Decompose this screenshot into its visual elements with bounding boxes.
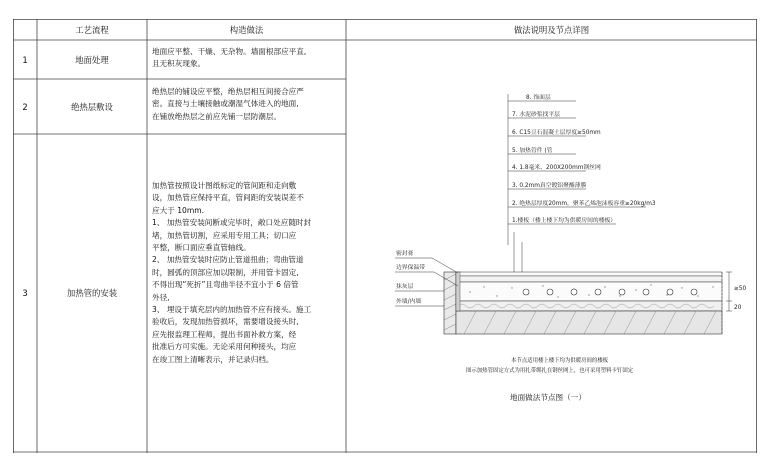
method-line: 批准后方可实施。无论采用何种接头，均应 [152,342,297,352]
concrete-fill-layer [456,282,722,301]
method-line: 且无积灰现象。 [152,59,206,69]
method-line: 外径, [152,292,170,302]
header-process: 工艺流程 [75,24,109,35]
dimension-label: 20 [734,305,742,311]
layer-label: 3. 0.2mm真空镀铝聚酯薄膜 [512,183,587,189]
row-3-process: 加热管的安装 [66,288,118,298]
row-2-process: 绝热层敷设 [71,101,113,112]
diagram-note: 本节点适用楼上楼下均为供暖房间的楼板 [511,358,609,364]
method-line: 1、 加热管安装间断或完毕时，敞口处应随时封 [152,218,312,228]
row-3-number: 3 [22,288,28,298]
method-line: 在铺放绝热层之前应先铺一层防潮层。 [152,111,282,121]
layer-leader-lines [508,94,646,288]
layer-label: 1.楼板（楼上楼下均为供暖房间的楼板） [512,218,617,224]
row-1-process: 地面处理 [75,54,109,65]
row-2-method [147,86,346,123]
method-line: 3、 埋设于填充层内的加热管不应有接头。施工 [152,305,312,315]
method-line: 2、 加热管安装时应防止管道扭曲；弯曲管道 [152,255,304,265]
method-line: 绝热层的铺设应平整，绝热层相互间接合应严 [152,87,304,96]
method-line: 应先报监理工程师，提出书面补救方案，经 [152,329,297,339]
method-line: 验收后，发现加热管损坏，需要增设接头时, [152,317,299,327]
edge-insulation-strip [456,272,460,311]
row-3-method [147,180,346,366]
construction-table [13,19,757,453]
layer-label: 4. 1.8毫米、200X200mm钢丝网 [512,165,601,171]
row-1-method [147,46,346,71]
header-method: 构造做法 [229,24,264,35]
dimension-lines [726,272,732,311]
method-line: 加热管按照设计图纸标定的管间距和走向敷 [152,181,297,190]
dimension-label: ≥50 [734,286,747,292]
layer-label: 5. 加热管件 (管 [512,148,553,154]
side-label: 密封膏 [396,251,414,257]
side-label: 边界保温带 [396,265,425,271]
layer-label: 2. 绝热层厚度20mm，聚苯乙烯泡沫板容重≥20kg/m3 [512,201,656,207]
method-line: 平整，断口面应垂直管轴线。 [152,243,251,253]
method-line: 设，加热管应保持平直，管间距的安装误差不 [152,193,304,203]
header-detail: 做法说明及节点详图 [513,24,590,35]
method-line: 应大于 10mm. [152,205,205,215]
floor-heating-section-diagram [346,40,757,452]
floor-slab [456,311,722,334]
side-label: 抹灰层 [396,284,414,290]
diagram-caption: 地面做法节点图（一） [510,393,586,402]
row-1-number: 1 [22,54,28,65]
method-line: 堵，加热管切割，应采用专用工具；切口应 [152,230,297,240]
method-line: 不得出现“死折”且弯曲半径不宜小于 6 倍管 [152,280,299,290]
method-line: 时，圆弧的顶部应加以限制，并用管卡固定, [152,267,299,277]
method-line: 密。直接与土壤接触或潮湿气体进入的地面, [152,99,299,109]
layer-label: 8. 饰面层 [526,95,551,101]
layer-label: 7. 水泥砂浆找平层 [512,112,560,118]
leveling-layer [456,276,722,282]
diagram-note: 图示加热管固定方式为用扎带绑扎在钢丝网上，也可采用塑料卡钉固定 [466,368,634,374]
row-2-number: 2 [22,101,28,112]
method-line: 地面应平整、干燥、无杂物。墙面根部应平直, [152,47,307,56]
method-line: 在竣工图上清晰表示，并记录归档。 [152,354,274,364]
finish-layer [456,272,722,276]
layer-label: 6. C15豆石混凝土层厚度≥50mm [512,130,601,136]
side-label: 外墙/内墙 [396,299,422,305]
